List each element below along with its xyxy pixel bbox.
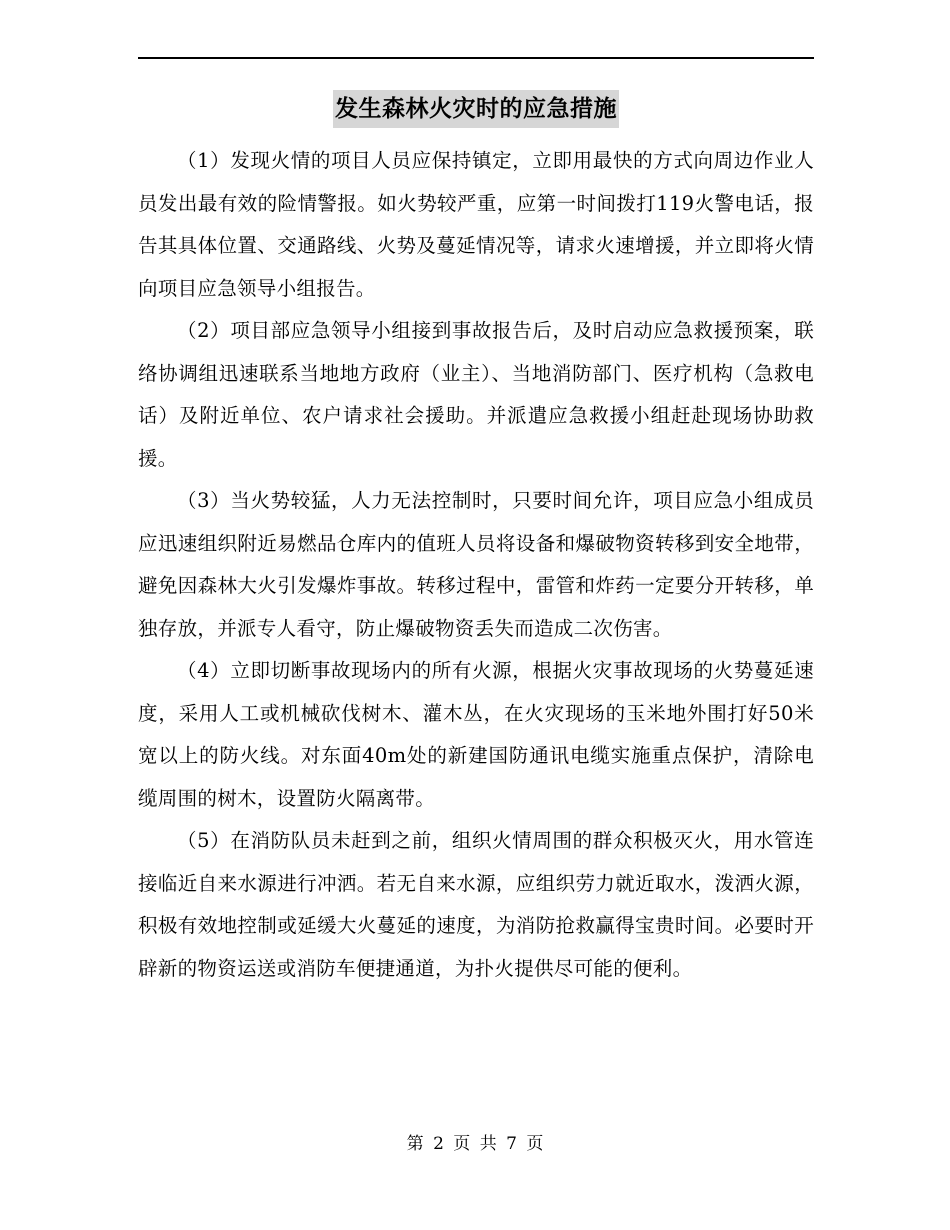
body-text <box>138 140 814 990</box>
paragraph-5: （5）在消防队员未赶到之前，组织火情周围的群众积极灭火，用水管连接临近自来水源进行冲洒。若无自来水源，应组织劳力就近取水，泼洒火源，积极有效地控制或延缓大火蔓延的速度，为消防抢救赢得宝贵时间。必要时开辟新的物资运送或消防车便捷通道，为扑火提供尽可能的便利。 <box>138 829 814 980</box>
paragraph-3: （3）当火势较猛，人力无法控制时，只要时间允许，项目应急小组成员应迅速组织附近易燃品仓库内的值班人员将设备和爆破物资转移到安全地带，避免因森林大火引发爆炸事故。转移过程中，雷管和炸药一定要分开转移，单独存放，并派专人看守，防止爆破物资丢失而造成二次伤害。 <box>138 489 814 640</box>
document-title: 发生森林火灾时的应急措施 <box>333 90 619 128</box>
header-rule <box>138 57 814 59</box>
paragraph-2: （2）项目部应急领导小组接到事故报告后，及时启动应急救援预案，联络协调组迅速联系当地地方政府（业主）、当地消防部门、医疗机构（急救电话）及附近单位、农户请求社会援助。并派遣应急救援小组赶赴现场协助救援。 <box>138 319 814 470</box>
paragraph-4: （4）立即切断事故现场内的所有火源，根据火灾事故现场的火势蔓延速度，采用人工或机械砍伐树木、灌木丛，在火灾现场的玉米地外围打好50米宽以上的防火线。对东面40m处的新建国防通讯电缆实施重点保护，清除电缆周围的树木，设置防火隔离带。 <box>138 659 814 810</box>
page-footer: 第 2 页 共 7 页 <box>406 1134 546 1154</box>
title-container <box>138 90 814 128</box>
paragraph-1: （1）发现火情的项目人员应保持镇定，立即用最快的方式向周边作业人员发出最有效的险情警报。如火势较严重，应第一时间拨打119火警电话，报告其具体位置、交通路线、火势及蔓延情况等，请求火速增援，并立即将火情向项目应急领导小组报告。 <box>138 149 814 300</box>
